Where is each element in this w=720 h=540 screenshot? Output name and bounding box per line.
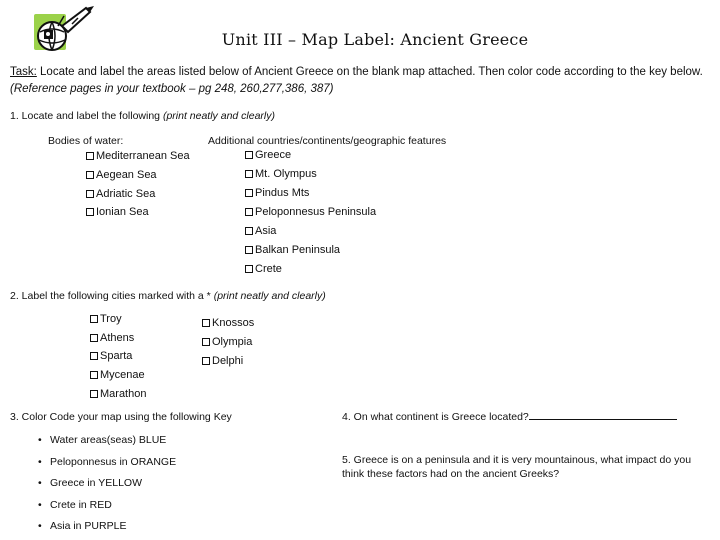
color-key-item: • Water areas(seas) BLUE [38,434,167,446]
water-heading: Bodies of water: [48,135,124,147]
section3-heading: 3. Color Code your map using the following Key [10,411,232,423]
city-item[interactable]: Olympia [202,336,252,348]
feature-item[interactable]: Pindus Mts [245,187,309,199]
checkbox-icon [90,315,98,323]
feature-item[interactable]: Balkan Peninsula [245,244,340,256]
task-text: Locate and label the areas listed below of Ancient Greece on the blank map attached. Then color code according to the key below. [36,66,703,78]
feature-item[interactable]: Asia [245,225,276,237]
city-item[interactable]: Mycenae [90,369,145,381]
checkbox-icon [245,246,253,254]
checkbox-icon [245,208,253,216]
task-instructions [10,64,710,98]
section1-heading: 1. Locate and label the following (print neatly and clearly) [10,110,276,122]
task-reference: (Reference pages in your textbook – pg 248, 260,277,386, 387) [10,83,334,95]
water-item[interactable]: Mediterranean Sea [86,150,190,162]
checkbox-icon [245,227,253,235]
feature-item[interactable]: Peloponnesus Peninsula [245,206,376,218]
city-item[interactable]: Troy [90,313,122,325]
question-4: 4. On what continent is Greece located? [342,409,677,424]
color-key-item: • Asia in PURPLE [38,520,127,532]
checkbox-icon [245,151,253,159]
checkbox-icon [245,265,253,273]
city-item[interactable]: Marathon [90,388,146,400]
feature-item[interactable]: Mt. Olympus [245,168,317,180]
checkbox-icon [202,319,210,327]
city-item[interactable]: Delphi [202,355,243,367]
checkbox-icon [86,152,94,160]
answer-blank[interactable] [529,409,677,420]
question-5: 5. Greece is on a peninsula and it is very mountainous, what impact do you think these factors had on the ancient Greeks? [342,454,692,480]
water-item[interactable]: Aegean Sea [86,169,157,181]
checkbox-icon [202,357,210,365]
checkbox-icon [90,334,98,342]
city-item[interactable]: Sparta [90,350,132,362]
checkbox-icon [86,171,94,179]
city-item[interactable]: Athens [90,332,134,344]
page-title: Unit III – Map Label: Ancient Greece [221,30,529,49]
checkbox-icon [90,371,98,379]
checkbox-icon [245,189,253,197]
features-heading: Additional countries/continents/geographic features [208,135,447,147]
checkbox-icon [202,338,210,346]
checkbox-icon [86,190,94,198]
color-key-item: • Peloponnesus in ORANGE [38,456,177,468]
checkbox-icon [245,170,253,178]
color-key-item: • Crete in RED [38,499,112,511]
feature-item[interactable]: Greece [245,149,291,161]
water-item[interactable]: Ionian Sea [86,206,149,218]
checkbox-icon [90,390,98,398]
section2-heading: 2. Label the following cities marked with a * (print neatly and clearly) [10,290,326,302]
color-key-item: • Greece in YELLOW [38,477,143,489]
task-label: Task: [10,66,37,78]
water-item[interactable]: Adriatic Sea [86,188,155,200]
checkbox-icon [90,352,98,360]
feature-item[interactable]: Crete [245,263,282,275]
city-item[interactable]: Knossos [202,317,254,329]
checkbox-icon [86,208,94,216]
